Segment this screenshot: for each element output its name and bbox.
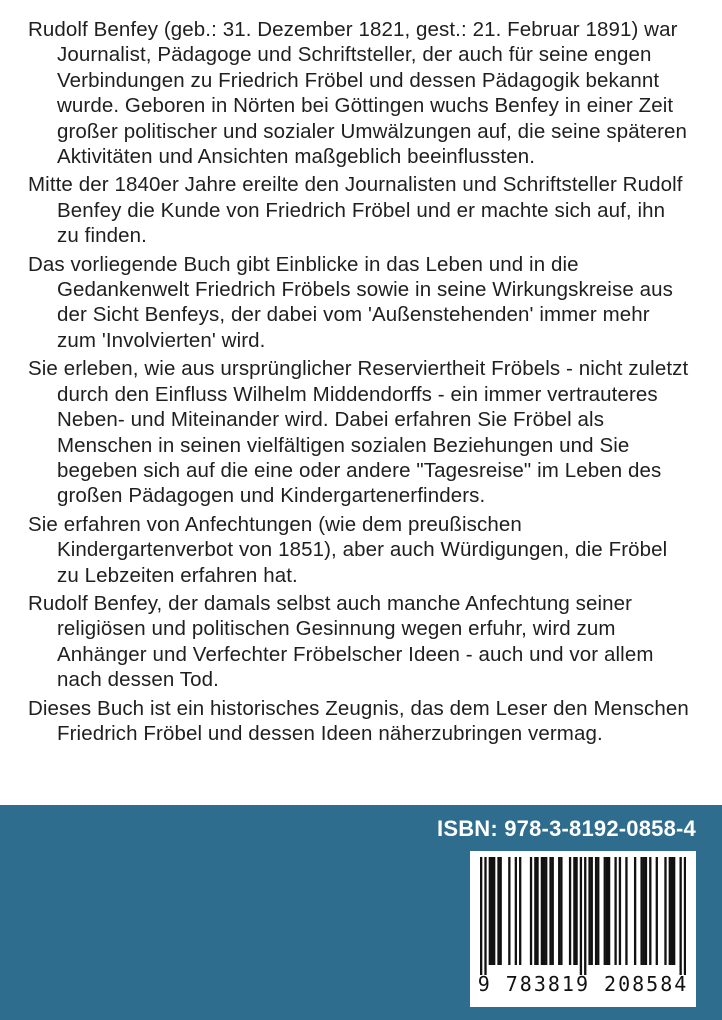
barcode-bar [508, 857, 510, 965]
barcode-bar [619, 857, 621, 965]
barcode-bar [489, 857, 491, 965]
barcode-bar [669, 857, 671, 965]
barcode-bar [664, 857, 666, 965]
barcode-bar [584, 857, 586, 975]
barcode-bar [684, 857, 686, 975]
barcode-bar [541, 857, 543, 965]
barcode-bar [560, 857, 562, 965]
barcode-bar [500, 857, 502, 965]
barcode [470, 851, 696, 1007]
blurb-paragraph-2: Mitte der 1840er Jahre ereilte den Journalisten und Schriftsteller Rudolf Benfey die Kunde von Friedrich Fröbel und er machte sich auf, ihn zu finden. [28, 173, 683, 248]
barcode-bar [569, 857, 571, 965]
barcode-bar [536, 857, 538, 965]
barcode-bar [519, 857, 521, 965]
barcode-bar [679, 857, 681, 975]
blurb-paragraph-5: Sie erfahren von Anfechtungen (wie dem preußischen Kindergartenverbot von 1851), aber auch Würdigungen, die Fröbel zu Lebzeiten erfahren hat. [28, 512, 668, 587]
blurb-paragraph-1: Rudolf Benfey (geb.: 31. Dezember 1821, gest.: 21. Februar 1891) war Journalist, Pädagoge und Schriftsteller, der auch für seine engen Verbindungen zu Friedrich Fröbel und dessen Pädagogik bekannt wurde. Geboren in Nörten bei Göttingen wuchs Benfey in einer Zeit großer politischer und sozialer Umwälzungen auf, die seine späteren Aktivitäten und Ansichten maßgeblich beeinflussten. [28, 18, 688, 169]
blurb-paragraph-6: Rudolf Benfey, der damals selbst auch manche Anfechtung seiner religiösen und politischen Gesinnung wegen erfuhr, wird zum Anhänger und Verfechter Fröbelscher Ideen - auch und vor allem nach dessen Tod. [28, 591, 654, 692]
barcode-bar [515, 857, 517, 965]
barcode-bar [643, 857, 645, 965]
barcode-bar [491, 857, 493, 965]
barcode-bar [625, 857, 627, 965]
blurb-paragraph-7: Dieses Buch ist ein historisches Zeugnis, das dem Leser den Menschen Friedrich Fröbel und dessen Ideen näherzubringen vermag. [28, 696, 689, 745]
barcode-bars [480, 857, 686, 975]
barcode-bar [595, 857, 597, 965]
barcode-bar [591, 857, 593, 965]
barcode-bar [543, 857, 545, 965]
barcode-bar [597, 857, 599, 965]
barcode-bar [673, 857, 675, 965]
blurb-paragraph-4: Sie erleben, wie aus ursprünglicher Reserviertheit Fröbels - nicht zuletzt durch den Einfluss Wilhelm Middendorffs - ein immer vertrauteres Neben- und Miteinander wird. Dabei erfahren Sie Fröbel als Menschen in seinen vielfältigen sozialen Beziehungen und Sie begeben sich auf die eine oder andere "Tagesreise" im Leben des großen Pädagogen und Kindergartenerfinders. [28, 357, 689, 508]
isbn-label: ISBN: 978-3-8192-0858-4 [437, 816, 696, 841]
barcode-bar [549, 857, 551, 965]
barcode-bar [645, 857, 647, 965]
barcode-bar [606, 857, 608, 965]
barcode-digits: 9 783819 208584 [477, 972, 689, 996]
barcode-bar [558, 857, 560, 965]
barcode-bar [614, 857, 616, 965]
barcode-bar [640, 857, 642, 965]
barcode-bar [530, 857, 532, 965]
barcode-bar [497, 857, 499, 965]
barcode-bar [480, 857, 482, 975]
barcode-bar [580, 857, 582, 975]
barcode-bar [656, 857, 658, 965]
barcode-bar [534, 857, 536, 965]
barcode-bar [545, 857, 547, 965]
barcode-bar [484, 857, 486, 975]
barcode-bar [493, 857, 495, 965]
barcode-bar [608, 857, 610, 965]
barcode-bar [575, 857, 577, 965]
barcode-bar [649, 857, 651, 965]
blurb-paragraph-3: Das vorliegende Buch gibt Einblicke in das Leben und in die Gedankenwelt Friedrich Fröbels sowie in seine Wirkungskreise aus der Sicht Benfeys, der dabei vom 'Außenstehenden' immer mehr zum 'Involvierten' wird. [28, 252, 673, 352]
barcode-bar [634, 857, 636, 965]
barcode-bar [573, 857, 575, 965]
barcode-bar [604, 857, 606, 965]
barcode-bar [588, 857, 590, 965]
barcode-bar [671, 857, 673, 965]
barcode-bar [552, 857, 554, 965]
